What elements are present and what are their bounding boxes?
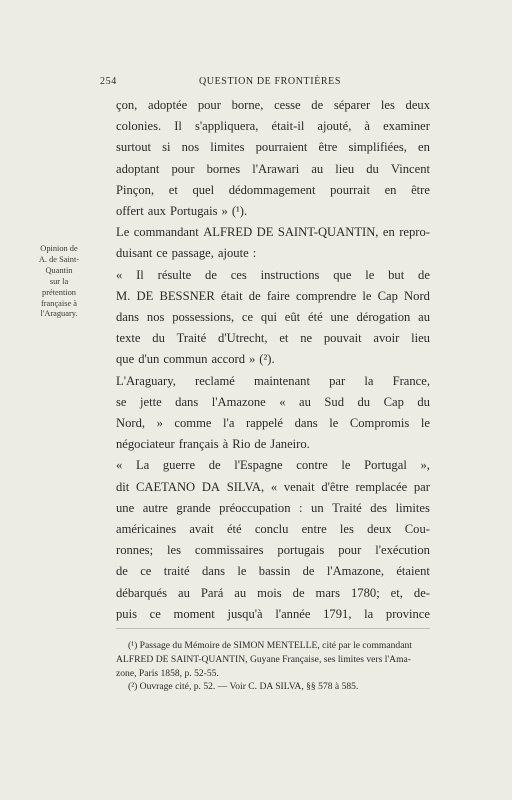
margin-note-line: A. de Saint- xyxy=(38,254,80,264)
body-line: américaines avait été conclu entre les deux Cou- xyxy=(116,522,430,537)
footnote-divider xyxy=(116,628,430,629)
body-line: négociateur français à Rio de Janeiro. xyxy=(116,437,310,452)
body-line: Pinçon, et quel dédommagement pourrait en être xyxy=(116,182,430,197)
body-line: « La guerre de l'Espagne contre le Portugal », xyxy=(116,458,430,473)
page-number: 254 xyxy=(100,76,117,87)
body-line: puis ce moment jusqu'à l'année 1791, la province xyxy=(116,606,430,621)
body-line: colonies. Il s'appliquera, était-il ajouté, à examiner xyxy=(116,119,430,134)
body-line: texte du Traité d'Utrecht, et ne pouvait avoir lieu xyxy=(116,331,430,346)
body-line: débarqués au Pará au mois de mars 1780; et, de- xyxy=(116,585,430,600)
body-line: dans nos possessions, ce qui eût été une dérogation au xyxy=(116,310,430,325)
body-line: çon, adoptée pour borne, cesse de séparer les deux xyxy=(116,98,430,112)
footnote-line: (²) Ouvrage cité, p. 52. — Voir C. DA SILVA, §§ 578 à 585. xyxy=(128,681,359,693)
margin-note-line: l'Araguary. xyxy=(40,309,78,319)
body-line: duisant ce passage, ajoute : xyxy=(116,246,257,261)
margin-note-line: Quantin xyxy=(45,265,73,275)
margin-note xyxy=(24,244,94,320)
body-line: Nord, » comme l'a rappelé dans le Compromis le xyxy=(116,416,430,431)
body-line: de ce traité dans le bassin de l'Amazone, étaient xyxy=(116,564,430,579)
body-line: « Il résulte de ces instructions que le but de xyxy=(116,267,430,282)
body-line: L'Araguary, reclamé maintenant par la France, xyxy=(116,373,430,388)
margin-note-line: Opinion de xyxy=(40,244,78,253)
footnote-line: (¹) Passage du Mémoire de SIMON MENTELLE, cité par le commandant xyxy=(128,640,412,651)
body-line: surtout si nos limites pourraient être simplifiées, en xyxy=(116,140,430,155)
margin-note-line: sur la xyxy=(49,276,69,286)
body-line: Le commandant ALFRED DE SAINT-QUANTIN, en repro- xyxy=(116,225,430,240)
margin-note-line: prétention xyxy=(42,287,76,297)
footnotes xyxy=(116,639,430,694)
footnote-line: zone, Paris 1858, p. 52-55. xyxy=(116,667,219,679)
footnote-line: ALFRED DE SAINT-QUANTIN, Guyane Française, ses limites vers l'Ama- xyxy=(116,653,411,665)
body-line: M. DE BESSNER était de faire comprendre le Cap Nord xyxy=(116,288,430,303)
body-text xyxy=(116,95,430,625)
running-title: QUESTION DE FRONTIÈRES xyxy=(198,76,342,87)
body-line: une autre grande préoccupation : un Traité des limites xyxy=(116,500,430,515)
body-line: se jette dans l'Amazone « au Sud du Cap du xyxy=(116,394,430,409)
body-line: adoptant pour bornes l'Arawari au lieu du Vincent xyxy=(116,161,430,176)
body-line: dit CAETANO DA SILVA, « venait d'être remplacée par xyxy=(116,479,430,494)
body-line: ronnes; les commissaires portugais pour l'exécution xyxy=(116,543,430,558)
margin-note-line: française à xyxy=(40,298,78,308)
body-line: offert aux Portugais » (¹). xyxy=(116,204,248,219)
body-line: que d'un commun accord » (²). xyxy=(116,352,275,367)
